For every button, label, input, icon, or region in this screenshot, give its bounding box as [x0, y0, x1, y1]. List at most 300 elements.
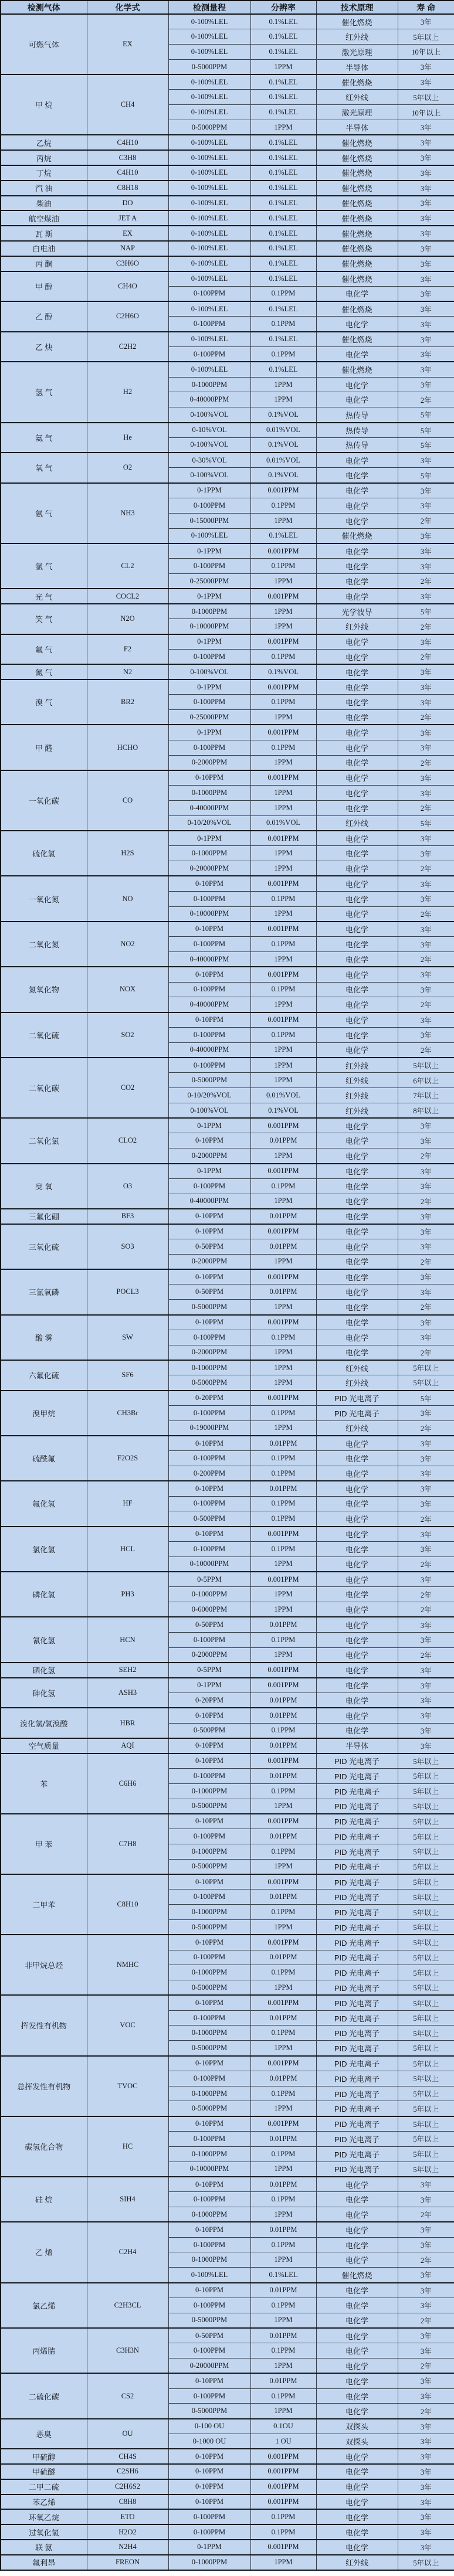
lifespan-cell: 3年: [398, 498, 454, 514]
principle-cell: 电化学: [316, 2343, 398, 2358]
resolution-cell: 1PPM: [250, 1980, 316, 1996]
resolution-cell: 1PPM: [250, 2162, 316, 2177]
resolution-cell: 0.01PPM: [250, 1436, 316, 1451]
table-row: [1, 2222, 454, 2237]
range-cell: 0-1000PPM: [168, 1844, 250, 1859]
gas-name-cell: 甲硫醚: [1, 2464, 87, 2479]
range-cell: 0-100PPM: [168, 1330, 250, 1345]
lifespan-cell: 3年: [398, 2479, 454, 2495]
principle-cell: 光学波导: [316, 604, 398, 619]
table-row: [1, 725, 454, 740]
resolution-cell: 0.1%LEL: [250, 2268, 316, 2283]
principle-cell: 电化学: [316, 1541, 398, 1557]
lifespan-cell: 5年: [398, 604, 454, 619]
principle-cell: 电化学: [316, 786, 398, 801]
range-cell: 0-100%LEL: [168, 226, 250, 241]
principle-cell: 电化学: [316, 1602, 398, 1617]
resolution-cell: 0.1%LEL: [250, 29, 316, 45]
lifespan-cell: 3年: [398, 1572, 454, 1587]
table-row: [1, 2479, 454, 2495]
gas-name-cell: 硒化氢: [1, 1663, 87, 1678]
lifespan-cell: 5年以上: [398, 2010, 454, 2026]
gas-name-cell: 磷化氢: [1, 1572, 87, 1617]
resolution-cell: 0.1PPM: [250, 2086, 316, 2101]
resolution-cell: 0.001PPM: [250, 2479, 316, 2495]
lifespan-cell: 3年: [398, 181, 454, 196]
range-cell: 0-100PPM: [168, 2071, 250, 2086]
gas-name-cell: 碳氢化合物: [1, 2116, 87, 2177]
principle-cell: 催化燃烧: [316, 135, 398, 150]
lifespan-cell: 3年: [398, 256, 454, 271]
resolution-cell: 0.1PPM: [250, 2509, 316, 2524]
resolution-cell: 0.01PPM: [250, 1829, 316, 1844]
principle-cell: 红外线: [316, 1088, 398, 1103]
lifespan-cell: 5年以上: [398, 1844, 454, 1859]
resolution-cell: 0.01%VOL: [250, 815, 316, 831]
resolution-cell: 0.01PPM: [250, 2222, 316, 2237]
range-cell: 0-100%LEL: [168, 528, 250, 543]
table-row: [1, 1572, 454, 1587]
resolution-cell: 0.001PPM: [250, 2449, 316, 2464]
range-cell: 0-100PPM: [168, 1058, 250, 1073]
lifespan-cell: 5年以上: [398, 2146, 454, 2162]
resolution-cell: 0.1PPM: [250, 317, 316, 332]
principle-cell: 电化学: [316, 1027, 398, 1042]
principle-cell: 电化学: [316, 1239, 398, 1255]
lifespan-cell: 5年以上: [398, 1980, 454, 1996]
range-cell: 0-1000 OU: [168, 2434, 250, 2449]
resolution-cell: 1PPM: [250, 2313, 316, 2328]
principle-cell: 电化学: [316, 2509, 398, 2524]
principle-cell: 电化学: [316, 725, 398, 740]
formula-cell: CO: [87, 770, 168, 831]
resolution-cell: 0.1PPM: [250, 1905, 316, 1920]
resolution-cell: 1PPM: [250, 377, 316, 392]
principle-cell: 电化学: [316, 831, 398, 846]
principle-cell: 电化学: [316, 1148, 398, 1164]
principle-cell: 电化学: [316, 1194, 398, 1209]
formula-cell: O2: [87, 453, 168, 483]
range-cell: 0-10PPM: [168, 2177, 250, 2192]
resolution-cell: 1PPM: [250, 1799, 316, 1814]
resolution-cell: 0.1%LEL: [250, 332, 316, 347]
principle-cell: 红外线: [316, 619, 398, 634]
range-cell: 0-10000PPM: [168, 619, 250, 634]
principle-cell: 红外线: [316, 815, 398, 831]
formula-cell: NH3: [87, 483, 168, 543]
resolution-cell: 0.01PPM: [250, 2010, 316, 2026]
principle-cell: 电化学: [316, 1451, 398, 1466]
principle-cell: 电化学: [316, 468, 398, 483]
range-cell: 0-10PPM: [168, 1738, 250, 1753]
table-row: [1, 1209, 454, 1224]
lifespan-cell: 5年以上: [398, 29, 454, 45]
principle-cell: PID 光电离子: [316, 1814, 398, 1829]
table-row: [1, 181, 454, 196]
lifespan-cell: 3年: [398, 1027, 454, 1042]
lifespan-cell: 3年: [398, 2343, 454, 2358]
resolution-cell: 0.1%LEL: [250, 135, 316, 150]
lifespan-cell: 3年: [398, 1315, 454, 1330]
table-row: [1, 1617, 454, 1632]
resolution-cell: 0.1%LEL: [250, 271, 316, 287]
gas-name-cell: 可燃气体: [1, 14, 87, 74]
resolution-cell: 1PPM: [250, 604, 316, 619]
lifespan-cell: 5年以上: [398, 1799, 454, 1814]
range-cell: 0-10PPM: [168, 2479, 250, 2495]
formula-cell: NOX: [87, 967, 168, 1012]
resolution-cell: 0.1PPM: [250, 1541, 316, 1557]
lifespan-cell: 3年: [398, 2283, 454, 2298]
lifespan-cell: 2年: [398, 2358, 454, 2374]
formula-cell: OU: [87, 2419, 168, 2449]
lifespan-cell: 3年: [398, 2464, 454, 2479]
gas-name-cell: 丙烷: [1, 150, 87, 165]
resolution-cell: 1PPM: [250, 786, 316, 801]
resolution-cell: 0.01%VOL: [250, 1088, 316, 1103]
gas-name-cell: 丙烯腈: [1, 2328, 87, 2373]
lifespan-cell: 3年: [398, 135, 454, 150]
range-cell: 0-1000PPM: [168, 786, 250, 801]
lifespan-cell: 3年: [398, 1451, 454, 1466]
table-row: [1, 226, 454, 241]
principle-cell: 电化学: [316, 2222, 398, 2237]
principle-cell: 电化学: [316, 1723, 398, 1738]
lifespan-cell: 5年以上: [398, 2071, 454, 2086]
range-cell: 0-5PPM: [168, 1663, 250, 1678]
range-cell: 0-5000PPM: [168, 1799, 250, 1814]
gas-name-cell: 氧 气: [1, 453, 87, 483]
lifespan-cell: 2年: [398, 1194, 454, 1209]
resolution-cell: 0.001PPM: [250, 2116, 316, 2132]
lifespan-cell: 5年: [398, 1391, 454, 1406]
principle-cell: PID 光电离子: [316, 1405, 398, 1420]
lifespan-cell: 3年: [398, 120, 454, 135]
resolution-cell: 0.1%LEL: [250, 74, 316, 90]
resolution-cell: 1PPM: [250, 2358, 316, 2374]
principle-cell: 催化燃烧: [316, 332, 398, 347]
range-cell: 0-100PPM: [168, 2192, 250, 2207]
principle-cell: 电化学: [316, 951, 398, 967]
lifespan-cell: 2年: [398, 1148, 454, 1164]
principle-cell: 电化学: [316, 1118, 398, 1133]
range-cell: 0-1000PPM: [168, 2555, 250, 2570]
principle-cell: 电化学: [316, 755, 398, 770]
range-cell: 0-100PPM: [168, 1950, 250, 1965]
principle-cell: 电化学: [316, 1693, 398, 1708]
gas-name-cell: 氯化氢: [1, 1527, 87, 1572]
formula-cell: AQI: [87, 1738, 168, 1753]
lifespan-cell: 3年: [398, 543, 454, 559]
range-cell: 0-1PPM: [168, 483, 250, 498]
gas-name-cell: 三氯氧磷: [1, 1269, 87, 1314]
formula-cell: C4H10: [87, 165, 168, 181]
lifespan-cell: 2年: [398, 906, 454, 922]
formula-cell: NO2: [87, 922, 168, 967]
formula-cell: C2H6S2: [87, 2479, 168, 2495]
lifespan-cell: 2年: [398, 392, 454, 407]
lifespan-cell: 5年以上: [398, 2116, 454, 2132]
formula-cell: EX: [87, 226, 168, 241]
principle-cell: 电化学: [316, 453, 398, 468]
principle-cell: 催化燃烧: [316, 150, 398, 165]
range-cell: 0-50PPM: [168, 2328, 250, 2343]
lifespan-cell: 3年: [398, 2328, 454, 2343]
principle-cell: 激光原理: [316, 45, 398, 60]
gas-name-cell: 砷化氢: [1, 1678, 87, 1708]
resolution-cell: 1PPM: [250, 619, 316, 634]
resolution-cell: 0.01PPM: [250, 1950, 316, 1965]
formula-cell: CH4: [87, 74, 168, 135]
principle-cell: 电化学: [316, 1042, 398, 1058]
resolution-cell: 0.1PPM: [250, 649, 316, 664]
range-cell: 0-100PPM: [168, 891, 250, 906]
principle-cell: 电化学: [316, 634, 398, 650]
principle-cell: 电化学: [316, 1647, 398, 1663]
resolution-cell: 0.1%VOL: [250, 407, 316, 423]
gas-name-cell: 六氟化硫: [1, 1360, 87, 1391]
principle-cell: 红外线: [316, 2555, 398, 2570]
principle-cell: 电化学: [316, 1012, 398, 1028]
formula-cell: CS2: [87, 2373, 168, 2418]
table-row: [1, 1481, 454, 1496]
range-cell: 0-100%LEL: [168, 301, 250, 317]
principle-cell: 电化学: [316, 2373, 398, 2388]
lifespan-cell: 3年: [398, 1436, 454, 1451]
lifespan-cell: 3年: [398, 1224, 454, 1239]
range-cell: 0-100%LEL: [168, 210, 250, 226]
resolution-cell: 1PPM: [250, 1345, 316, 1360]
table-row: [1, 2283, 454, 2298]
gas-name-cell: 甲 醇: [1, 271, 87, 302]
principle-cell: 热传导: [316, 437, 398, 453]
principle-cell: 电化学: [316, 559, 398, 574]
gas-name-cell: 氟化氢: [1, 1481, 87, 1526]
lifespan-cell: 3年: [398, 589, 454, 604]
range-cell: 0-100%LEL: [168, 29, 250, 45]
gas-name-cell: 三氧化硫: [1, 1224, 87, 1269]
principle-cell: 电化学: [316, 1224, 398, 1239]
resolution-cell: 1PPM: [250, 2041, 316, 2056]
principle-cell: PID 光电离子: [316, 2162, 398, 2177]
principle-cell: 电化学: [316, 922, 398, 937]
range-cell: 0-100PPM: [168, 1541, 250, 1557]
lifespan-cell: 3年: [398, 1527, 454, 1542]
lifespan-cell: 2年: [398, 861, 454, 876]
gas-name-cell: 笑 气: [1, 604, 87, 634]
range-cell: 0-25000PPM: [168, 710, 250, 725]
formula-cell: N2: [87, 664, 168, 679]
principle-cell: 电化学: [316, 2283, 398, 2298]
resolution-cell: 0.1PPM: [250, 559, 316, 574]
formula-cell: HCHO: [87, 725, 168, 770]
table-row: [1, 196, 454, 211]
formula-cell: O3: [87, 1164, 168, 1209]
lifespan-cell: 3年: [398, 1738, 454, 1753]
lifespan-cell: 3年: [398, 1330, 454, 1345]
table-row: [1, 1678, 454, 1693]
range-cell: 0-19000PPM: [168, 1420, 250, 1436]
table-row: [1, 1058, 454, 1073]
range-cell: 0-100PPM: [168, 1451, 250, 1466]
principle-cell: 电化学: [316, 1133, 398, 1148]
range-cell: 0-100PPM: [168, 286, 250, 301]
lifespan-cell: 3年: [398, 286, 454, 301]
formula-cell: C4H10: [87, 135, 168, 150]
gas-name-cell: 氟 气: [1, 634, 87, 665]
principle-cell: 电化学: [316, 573, 398, 589]
range-cell: 0-5000PPM: [168, 2313, 250, 2328]
resolution-cell: 0.1PPM: [250, 2192, 316, 2207]
principle-cell: 电化学: [316, 1496, 398, 1511]
resolution-cell: 0.1PPM: [250, 2026, 316, 2041]
range-cell: 0-40000PPM: [168, 1042, 250, 1058]
resolution-cell: 0.1PPM: [250, 695, 316, 710]
principle-cell: 电化学: [316, 891, 398, 906]
range-cell: 0-100PPM: [168, 1178, 250, 1194]
range-cell: 0-5000PPM: [168, 120, 250, 135]
principle-cell: 电化学: [316, 1164, 398, 1179]
resolution-cell: 0.1%LEL: [250, 165, 316, 181]
principle-cell: 催化燃烧: [316, 181, 398, 196]
resolution-cell: 0.01PPM: [250, 1284, 316, 1300]
resolution-cell: 1PPM: [250, 755, 316, 770]
formula-cell: C2H3CL: [87, 2283, 168, 2328]
lifespan-cell: 3年: [398, 559, 454, 574]
resolution-cell: 0.001PPM: [250, 1663, 316, 1678]
range-cell: 0-10/20%VOL: [168, 815, 250, 831]
gas-name-cell: 氮氧化物: [1, 967, 87, 1012]
table-row: [1, 332, 454, 347]
lifespan-cell: 3年: [398, 2268, 454, 2283]
gas-name-cell: 氰化氢: [1, 1617, 87, 1662]
resolution-cell: 1PPM: [250, 1073, 316, 1088]
principle-cell: 电化学: [316, 1345, 398, 1360]
range-cell: 0-10PPM: [168, 1753, 250, 1769]
table-row: [1, 831, 454, 846]
gas-name-cell: 硫化氢: [1, 831, 87, 876]
range-cell: 0-10PPM: [168, 1133, 250, 1148]
lifespan-cell: 5年以上: [398, 2101, 454, 2116]
lifespan-cell: 5年: [398, 437, 454, 453]
range-cell: 0-100PPM: [168, 1027, 250, 1042]
resolution-cell: 1PPM: [250, 1602, 316, 1617]
header-row: [1, 1, 454, 14]
table-row: [1, 876, 454, 891]
range-cell: 0-500PPM: [168, 1511, 250, 1527]
formula-cell: CLO2: [87, 1118, 168, 1163]
range-cell: 0-6000PPM: [168, 1602, 250, 1617]
lifespan-cell: 2年: [398, 800, 454, 815]
formula-cell: SW: [87, 1315, 168, 1360]
formula-cell: C8H8: [87, 2495, 168, 2510]
resolution-cell: 0.1%LEL: [250, 362, 316, 377]
table-row: [1, 165, 454, 181]
table-row: [1, 1995, 454, 2010]
range-cell: 0-10PPM: [168, 1436, 250, 1451]
resolution-cell: 1PPM: [250, 2555, 316, 2570]
principle-cell: 电化学: [316, 2207, 398, 2222]
resolution-cell: 1PPM: [250, 59, 316, 74]
principle-cell: 电化学: [316, 1436, 398, 1451]
table-row: [1, 2419, 454, 2434]
resolution-cell: 0.01PPM: [250, 2373, 316, 2388]
range-cell: 0-5000PPM: [168, 1073, 250, 1088]
formula-cell: CO2: [87, 1058, 168, 1118]
range-cell: 0-2000PPM: [168, 755, 250, 770]
table-row: [1, 2177, 454, 2192]
lifespan-cell: 3年: [398, 831, 454, 846]
principle-cell: 电化学: [316, 2298, 398, 2313]
column-header-resolution: 分辨率: [250, 1, 316, 14]
resolution-cell: 1PPM: [250, 861, 316, 876]
lifespan-cell: 3年: [398, 1663, 454, 1678]
gas-name-cell: 溴甲烷: [1, 1391, 87, 1436]
principle-cell: 电化学: [316, 589, 398, 604]
lifespan-cell: 3年: [398, 770, 454, 786]
lifespan-cell: 3年: [398, 271, 454, 287]
range-cell: 0-1PPM: [168, 634, 250, 650]
resolution-cell: 1PPM: [250, 2101, 316, 2116]
range-cell: 0-1PPM: [168, 543, 250, 559]
principle-cell: PID 光电离子: [316, 1799, 398, 1814]
lifespan-cell: 3年: [398, 740, 454, 755]
lifespan-cell: 3年: [398, 2434, 454, 2449]
lifespan-cell: 3年: [398, 301, 454, 317]
lifespan-cell: 3年: [398, 2237, 454, 2252]
gas-name-cell: 航空煤油: [1, 210, 87, 226]
formula-cell: DO: [87, 196, 168, 211]
lifespan-cell: 2年: [398, 1557, 454, 1572]
range-cell: 0-100PPM: [168, 982, 250, 997]
lifespan-cell: 2年: [398, 2404, 454, 2419]
column-header-principle: 技术原理: [316, 1, 398, 14]
resolution-cell: 0.01PPM: [250, 1768, 316, 1783]
gas-name-cell: 氮 气: [1, 664, 87, 679]
formula-cell: C2H6O: [87, 301, 168, 332]
formula-cell: NO: [87, 876, 168, 921]
principle-cell: 红外线: [316, 29, 398, 45]
lifespan-cell: 5年以上: [398, 2555, 454, 2570]
range-cell: 0-10PPM: [168, 1209, 250, 1224]
principle-cell: 电化学: [316, 347, 398, 362]
resolution-cell: 0.1PPM: [250, 1723, 316, 1738]
range-cell: 0-1000PPM: [168, 2026, 250, 2041]
resolution-cell: 0.001PPM: [250, 543, 316, 559]
formula-cell: NMHC: [87, 1935, 168, 1995]
lifespan-cell: 5年: [398, 815, 454, 831]
resolution-cell: 1PPM: [250, 573, 316, 589]
table-row: [1, 2509, 454, 2524]
principle-cell: 电化学: [316, 861, 398, 876]
range-cell: 0-1PPM: [168, 589, 250, 604]
table-row: [1, 2555, 454, 2570]
range-cell: 0-1000PPM: [168, 2207, 250, 2222]
formula-cell: EX: [87, 14, 168, 74]
gas-name-cell: 瓦 斯: [1, 226, 87, 241]
resolution-cell: 1PPM: [250, 2252, 316, 2268]
formula-cell: C7H8: [87, 1814, 168, 1874]
range-cell: 0-20000PPM: [168, 861, 250, 876]
principle-cell: PID 光电离子: [316, 2116, 398, 2132]
lifespan-cell: 2年: [398, 1300, 454, 1315]
lifespan-cell: 2年: [398, 997, 454, 1012]
resolution-cell: 0.1PPM: [250, 2298, 316, 2313]
principle-cell: 电化学: [316, 1481, 398, 1496]
gas-name-cell: 甲硫醇: [1, 2449, 87, 2464]
range-cell: 0-100PPM: [168, 347, 250, 362]
table-row: [1, 1814, 454, 1829]
